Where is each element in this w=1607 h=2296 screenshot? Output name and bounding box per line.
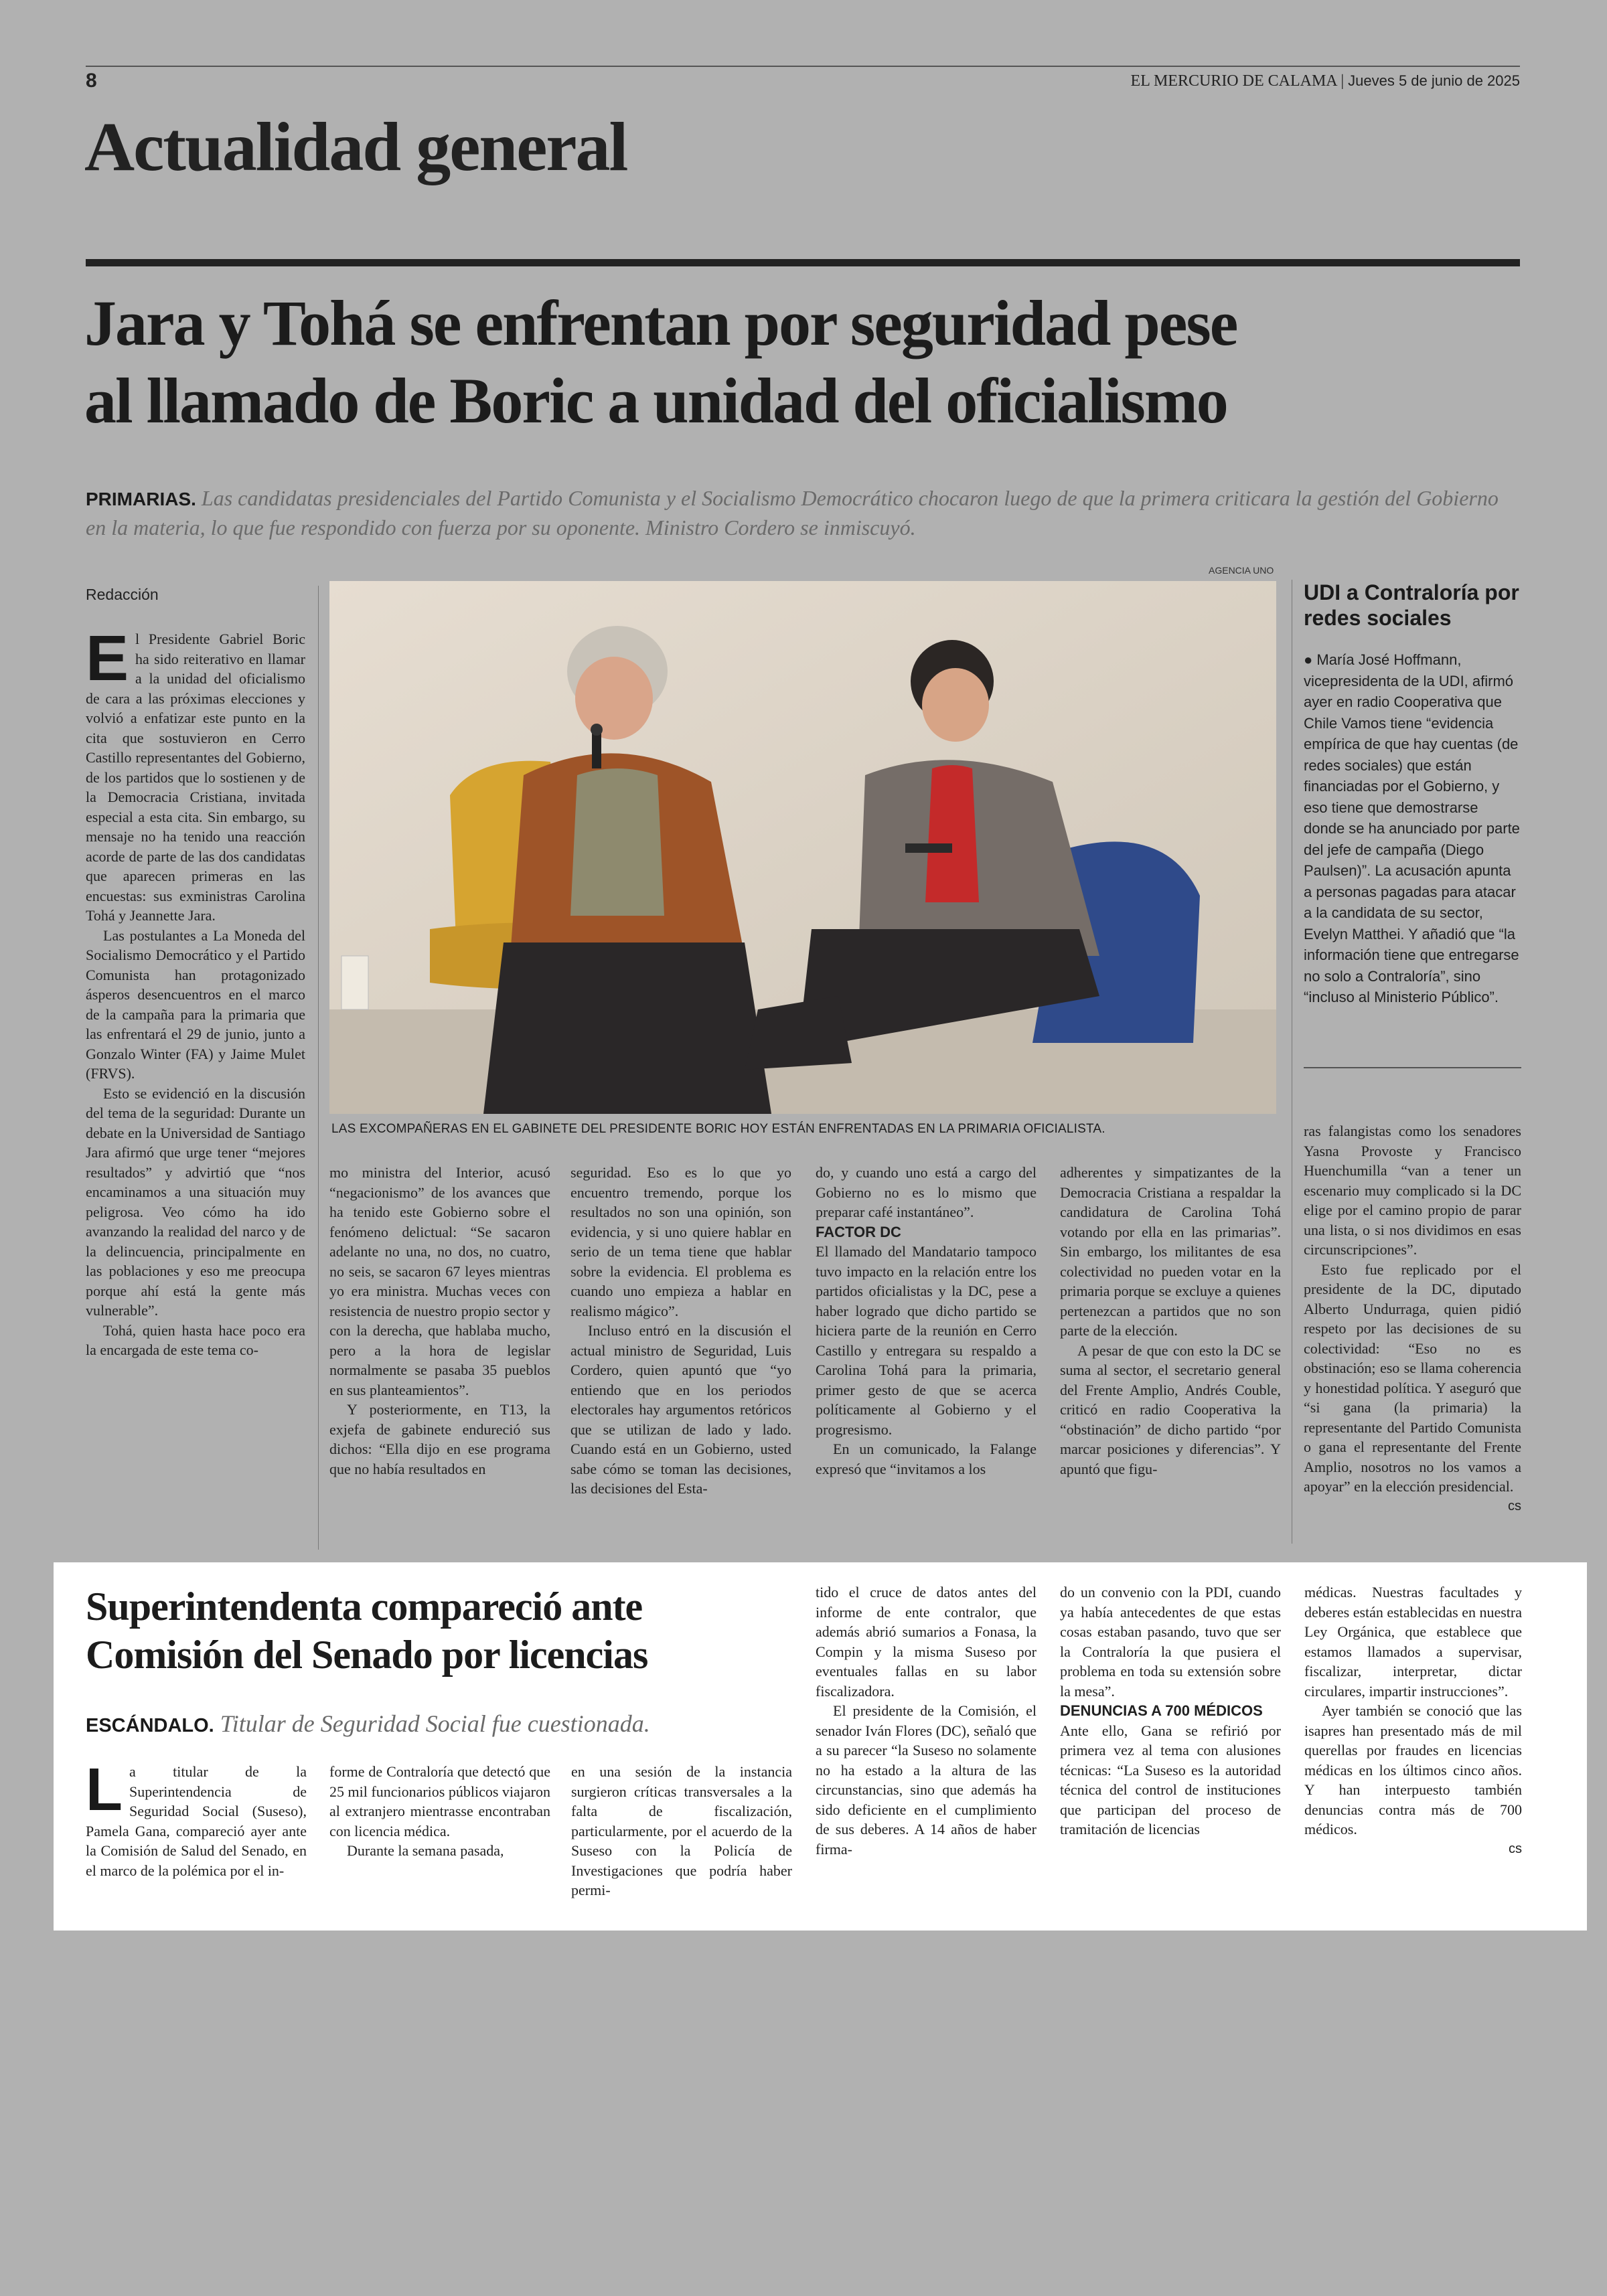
bullet-icon: ● xyxy=(1304,651,1313,668)
second-col-1 xyxy=(86,1756,307,1880)
main-col3-p1: seguridad. Eso es lo que yo encuentro tremendo, porque los resultados no son una opinión, son evidencia, y si uno quiere hablar en serio de un tema tiene que hablar sobre la evidencia. El problema es cuando uno empieza a hablar en realismo mágico”. xyxy=(570,1164,791,1319)
main-col-5 xyxy=(1060,1163,1281,1479)
main-headline-line2: al llamado de Boric a unidad del oficialismo xyxy=(84,365,1227,436)
main-col1-p3: Esto se evidenció en la discusión del tema de la seguridad: Durante un debate en la Universidad de Santiago Jara afirmó que urge tener “mejores resultados” y advirtió que “nos encaminamos a una situación muy peligrosa. Veo cómo ha ido avanzando la realidad del narco y de la delincuencia, principalmente en las poblaciones y eso me preocupa porque ahí está la gente más vulnerable”. xyxy=(86,1084,305,1319)
main-col-3 xyxy=(570,1163,791,1499)
second-story-box xyxy=(54,1562,1587,1931)
main-col4-p3: En un comunicado, la Falange expresó que “invitamos a los xyxy=(816,1441,1037,1477)
publication-date: Jueves 5 de junio de 2025 xyxy=(1348,72,1520,89)
main-col1-p1: l Presidente Gabriel Boric ha sido reiterativo en llamar a la unidad del oficialismo de cara a las próximas elecciones y volvió a enfatizar este punto en la cita que sostuvieron en Cerro Castillo representantes del Gobierno, de los partidos que lo sostienen y de la Democracia Cristiana, invitada especial a esta cita. Sin embargo, su mensaje no ha tenido una reacción acorde de parte de las dos candidatas que aparecen primeras en las encuestas: sus exministras Carolina Tohá y Jeannette Jara. xyxy=(86,631,305,924)
main-col3-p2: Incluso entró en la discusión el actual ministro de Seguridad, Luis Cordero, quien apuntó que “yo entiendo que en los periodos electorales hay argumentos retóricos que se utilizan de lado y lado. Cuando está en un Gobierno, usted sabe cómo se toman las decisiones, las decisiones del Esta- xyxy=(570,1322,791,1497)
main-col-1 xyxy=(86,623,305,1360)
second-col-5 xyxy=(1060,1582,1281,1839)
main-col-6 xyxy=(1304,1121,1521,1516)
second-col-2 xyxy=(329,1762,550,1861)
second-col3-p1: en una sesión de la instancia surgieron críticas transversales a la falta de fiscalización, particularmente, por el acuerdo de la Suseso con la Policía de Investigaciones que podría haber permi- xyxy=(571,1763,792,1898)
sidebar-text: María José Hoffmann, vicepresidenta de la UDI, afirmó ayer en radio Cooperativa que Chile Vamos tiene “evidencia empírica de que hay cuentas (de redes sociales) que están financiadas por el Gobierno, y eso tiene que demostrarse donde se ha anunciado por parte del jefe de campaña (Diego Paulsen)”. La acusación apunta a personas pagadas para atacar a la candidata de su sector, Evelyn Matthei. Y añadió que “la información tiene que entregarse no solo a Contraloría”, sino “incluso al Ministerio Público”. xyxy=(1304,651,1520,1005)
main-end-mark: cs xyxy=(1508,1498,1521,1513)
main-col-4 xyxy=(816,1163,1037,1479)
page-number: 8 xyxy=(86,70,97,92)
second-col-4 xyxy=(816,1582,1037,1859)
byline: Redacción xyxy=(86,586,159,603)
second-headline xyxy=(86,1582,822,1679)
main-photo xyxy=(329,581,1276,1114)
second-col6-p2: Ayer también se conoció que las isapres han presentado más de mil querellas por fraudes en licencias médicas en los últimos cinco años. Y han interpuesto también denuncias contra más de 700 médicos. xyxy=(1304,1702,1522,1837)
second-col1-p1: a titular de la Superintendencia de Seguridad Social (Suseso), Pamela Gana, compareció ayer ante la Comisión de Salud del Senado, en el marco de la polémica por el in- xyxy=(86,1763,307,1879)
second-col5-p1: do un convenio con la PDI, cuando ya había antecedentes de que estas cosas estaban pasando, tuvo que ser la Contraloría la que pusiera el problema en toda su extensión sobre la mesa”. xyxy=(1060,1584,1281,1700)
main-col4-p2: El llamado del Mandatario tampoco tuvo impacto en la relación entre los partidos oficialistas y la DC, pese a haber logrado que dicho partido se hiciera parte de la reunión en Cerro Castillo y entregara su respaldo a Carolina Tohá para la primaria, primer gesto de que se acerca políticamente al Gobierno y el progresismo. xyxy=(816,1243,1037,1438)
main-col4-p1: do, y cuando uno está a cargo del Gobierno no es lo mismo que preparar café instantáneo”. xyxy=(816,1164,1037,1220)
second-col-6 xyxy=(1304,1582,1522,1859)
main-deck xyxy=(86,484,1519,542)
main-col1-p4: Tohá, quien hasta hace poco era la encargada de este tema co- xyxy=(86,1321,305,1358)
headline-top-rule xyxy=(86,259,1520,266)
second-col-3 xyxy=(571,1762,792,1900)
sidebar-body xyxy=(1304,649,1522,1008)
second-deck xyxy=(86,1710,822,1738)
publication-name: EL MERCURIO DE CALAMA xyxy=(1130,72,1337,90)
second-col5-p2: Ante ello, Gana se refirió por primera vez al tema con alusiones técnicas: “La Suseso es la autoridad técnica del control de instituciones que participan del proceso de tramitación de licencias xyxy=(1060,1722,1281,1837)
second-col4-p1: tido el cruce de datos antes del informe de ente contralor, que además abrió sumarios a Fonasa, la Compin y la misma Suseso por eventuales fallas en su labor fiscalizadora. xyxy=(816,1584,1037,1700)
main-col6-p1: ras falangistas como los senadores Yasna Provoste y Francisco Huenchumilla “van a tener un escenario muy complicado si la DC elige por el camino propio de parar una lista, o si nos dividimos en esas circunscripciones”. xyxy=(1304,1123,1521,1258)
second-col5-subhead: DENUNCIAS A 700 MÉDICOS xyxy=(1060,1702,1263,1719)
second-end-mark: cs xyxy=(1509,1841,1522,1856)
second-deck-text: Titular de Seguridad Social fue cuestionada. xyxy=(220,1710,650,1737)
second-headline-line2: Comisión del Senado por licencias xyxy=(86,1633,648,1677)
second-dropcap: L xyxy=(86,1756,123,1823)
main-col6-p2: Esto fue replicado por el presidente de la DC, diputado Alberto Undurraga, quien pidió respeto por las decisiones de su colectividad: “Eso no es obstinación; eso se llama coherencia y honestidad política. Y aseguró que “si gana (la primaria) la representante del Partido Comunista o gana el representante del Frente Amplio, nosotros no los vamos a apoyar” en la elección presidencial. xyxy=(1304,1260,1521,1495)
main-kicker: PRIMARIAS. xyxy=(86,489,196,509)
photo-illustration xyxy=(329,581,1276,1114)
main-col-2 xyxy=(329,1163,550,1479)
publication-info: EL MERCURIO DE CALAMA | Jueves 5 de junio de 2025 xyxy=(1130,72,1520,90)
main-col5-p1: adherentes y simpatizantes de la Democracia Cristiana a respaldar la candidatura de Carolina Tohá votando por ella en las primarias”. Sin embargo, los militantes de esa colectividad no pueden votar en la primaria porque se excluye a quienes pertenezcan a partidos que no son parte de la elección. xyxy=(1060,1164,1281,1339)
main-deck-text: Las candidatas presidenciales del Partido Comunista y el Socialismo Democrático chocaron luego de que la primera criticara la gestión del Gobierno en la materia, lo que fue respondido con fuerza por su oponente. Ministro Cordero se inmiscuyó. xyxy=(86,486,1499,540)
second-col2-p1: forme de Contraloría que detectó que 25 mil funcionarios públicos viajaron al extranjero mientrasse encontraban con licencia médica. xyxy=(329,1763,550,1839)
main-col5-p2: A pesar de que con esto la DC se suma al sector, el secretario general del Frente Amplio, Andrés Couble, criticó en radio Cooperativa la “obstinación” de dicho partido “por marcar posiciones y diferencias”. Y apuntó que figu- xyxy=(1060,1341,1281,1477)
second-col2-p2: Durante la semana pasada, xyxy=(347,1842,504,1859)
sidebar-rule xyxy=(1304,1067,1521,1068)
top-rule xyxy=(86,66,1520,67)
section-title: Actualidad general xyxy=(84,108,627,185)
second-col6-p1: médicas. Nuestras facultades y deberes están establecidas en nuestra Ley Orgánica, que establece que estamos llamados a supervisar, fiscalizar, interpretar, dictar circulares, impartir instrucciones”. xyxy=(1304,1584,1522,1700)
second-kicker: ESCÁNDALO. xyxy=(86,1715,214,1736)
main-col4-subhead: FACTOR DC xyxy=(816,1223,901,1240)
main-dropcap: E xyxy=(86,623,129,694)
sidebar-title: UDI a Contraloría por redes sociales xyxy=(1304,580,1519,630)
photo-caption: LAS EXCOMPAÑERAS EN EL GABINETE DEL PRESIDENTE BORIC HOY ESTÁN ENFRENTADAS EN LA PRIMARIA OFICIALISTA. xyxy=(331,1122,1105,1136)
second-col4-p2: El presidente de la Comisión, el senador Iván Flores (DC), señaló que a su parecer “la Suseso no solamente no ha estado a la altura de las circunstancias, sino que además ha sido deficiente en el cumplimiento de sus deberes. A 14 años de haber firma- xyxy=(816,1702,1037,1858)
main-headline-line1: Jara y Tohá se enfrentan por seguridad pese xyxy=(84,287,1237,359)
main-col2-p2: Y posteriormente, en T13, la exjefa de gabinete endureció sus dichos: “Ella dijo en ese programa que no había resultados en xyxy=(329,1401,550,1477)
main-headline xyxy=(84,284,1524,440)
main-col1-p2: Las postulantes a La Moneda del Socialismo Democrático y el Partido Comunista han protagonizado ásperos desencuentros en el marco de la campaña para la primaria que las enfrentará el 29 de junio, junto a Gonzalo Winter (FA) y Jaime Mulet (FRVS). xyxy=(86,926,305,1082)
photo-credit: AGENCIA UNO xyxy=(1209,565,1274,576)
second-headline-line1: Superintendenta compareció ante xyxy=(86,1584,643,1629)
col-divider xyxy=(318,586,319,1550)
main-col2-p1: mo ministra del Interior, acusó “negacionismo” de los avances que ha tenido este Gobierno sobre el fenómeno delictual: “Se sacaron adelante no una, no dos, no cuatro, no seis, se sacaron 67 leyes mientras yo era ministra. Muchas veces con resistencia de nuestro propio sector y con la derecha, que hablaba mucho, pero a la hora de legislar normalmente se pasaba 35 pueblos en sus planteamientos”. xyxy=(329,1164,550,1398)
